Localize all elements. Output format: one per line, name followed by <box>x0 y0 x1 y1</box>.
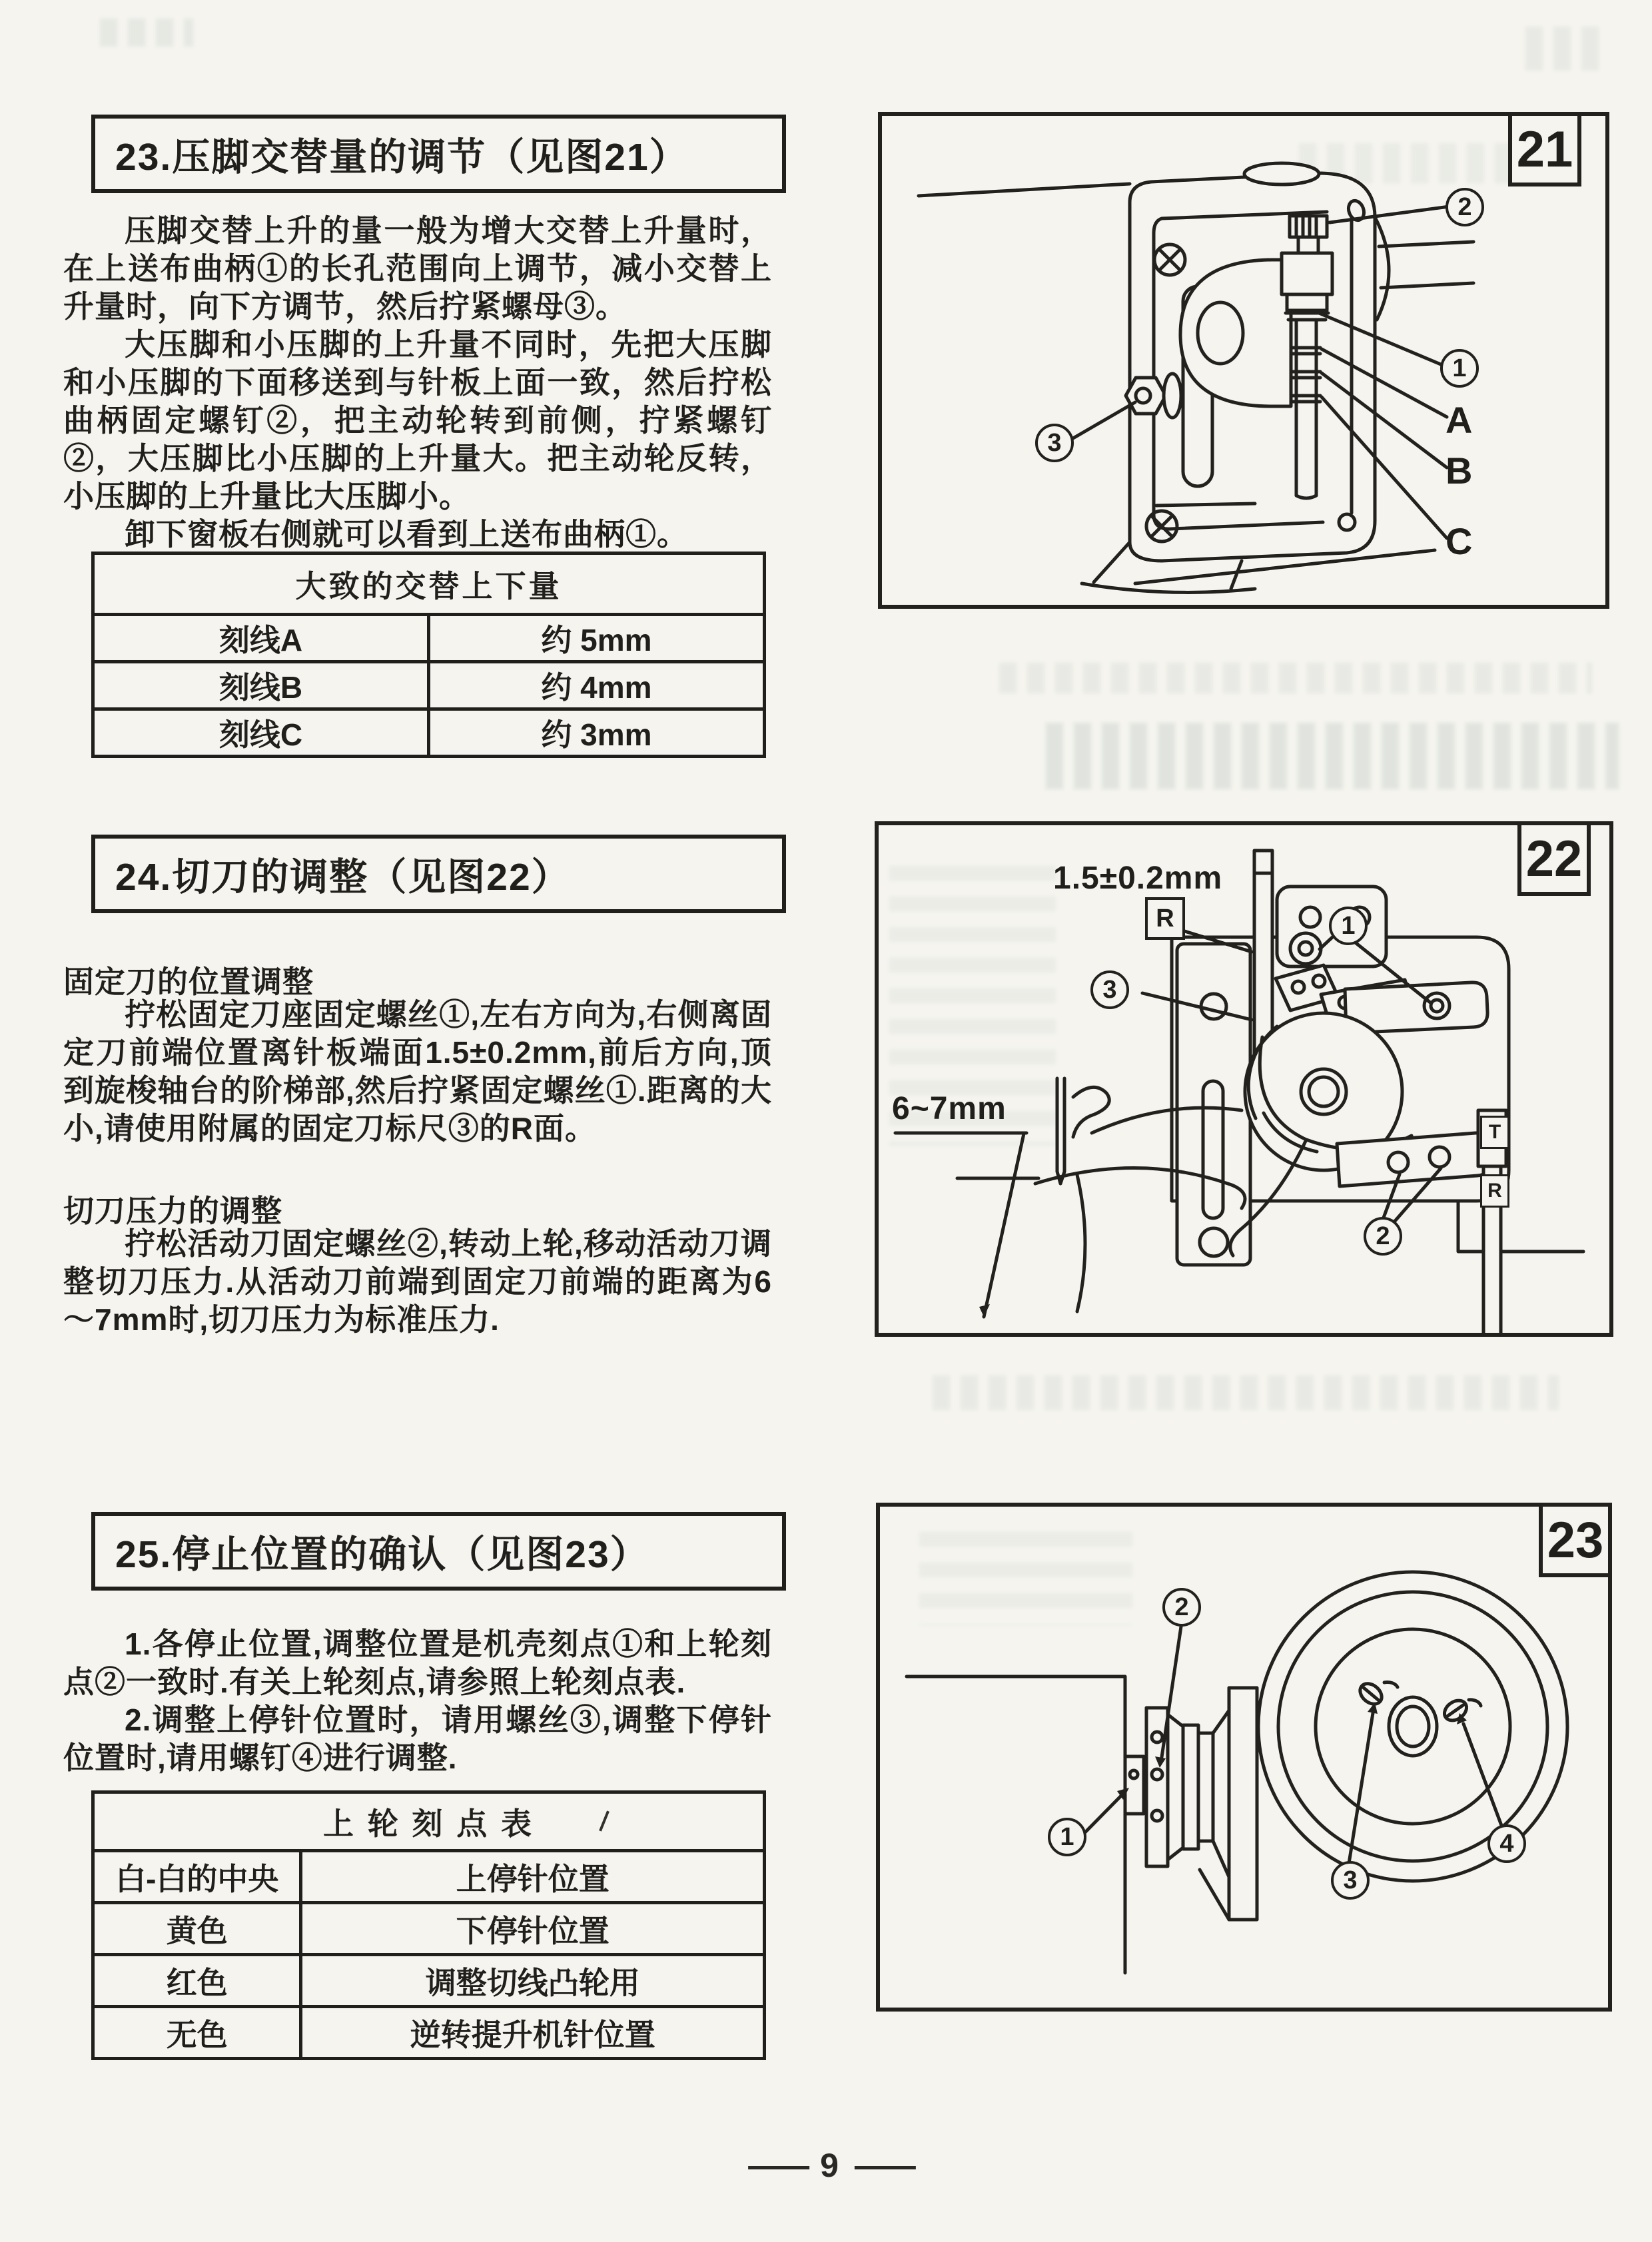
table-row <box>93 1851 765 1903</box>
footer-dash: —— <box>748 2147 805 2184</box>
table-row <box>93 1903 765 1955</box>
table-row <box>93 615 765 662</box>
page-footer <box>729 2146 929 2185</box>
fig23-label-2: 2 <box>1162 1588 1201 1627</box>
fig21-label-3: 3 <box>1035 424 1074 462</box>
bleed-through-ghost <box>999 663 1592 693</box>
section-25-title: 25.停止位置的确认（见图23） <box>91 1512 786 1591</box>
fig22-dimension-bottom: 6~7mm <box>892 1091 1007 1126</box>
section-25-body <box>63 1625 772 1777</box>
paragraph: 大压脚和小压脚的上升量不同时，先把大压脚和小压脚的下面移送到与针板上面一致，然后拧松曲柄固定螺钉②，把主动轮转到前侧，拧紧螺钉②，大压脚比小压脚的上升量大。把主动轮反转，小压脚的上升量比大压脚小。 <box>63 327 772 514</box>
fig21-mark-c: C <box>1446 520 1473 562</box>
fig21-mark-a: A <box>1446 399 1473 441</box>
fig23-label-3: 3 <box>1331 1861 1370 1900</box>
fig22-r-mark: R <box>1145 897 1185 940</box>
page-number: 9 <box>820 2147 839 2184</box>
figure-23 <box>876 1503 1612 2012</box>
fig23-label-1: 1 <box>1048 1818 1086 1856</box>
section-23-title: 23.压脚交替量的调节（见图21） <box>91 115 786 193</box>
fig22-dimension-top: 1.5±0.2mm <box>1053 861 1223 896</box>
figure-21 <box>878 112 1609 609</box>
alternating-lift-table <box>91 552 766 758</box>
fig22-gauge-t: T <box>1480 1116 1509 1149</box>
table-cell: 上停针位置 <box>301 1851 765 1903</box>
table-header: 上 轮 刻 点 表 <box>93 1792 765 1851</box>
table-cell: 白-白的中央 <box>93 1851 301 1903</box>
figure-number: 23 <box>1539 1503 1612 1577</box>
figure-22 <box>875 821 1613 1337</box>
section-24-body-2 <box>63 1225 772 1339</box>
table-cell: 黄色 <box>93 1903 301 1955</box>
paragraph: 2.调整上停针位置时，请用螺丝③,调整下停针位置时,请用螺钉④进行调整. <box>63 1702 772 1775</box>
table-cell: 刻线C <box>93 709 429 757</box>
table-cell: 刻线A <box>93 615 429 662</box>
figure-number: 21 <box>1508 112 1581 187</box>
paragraph: 拧松活动刀固定螺丝②,转动上轮,移动活动刀调整切刀压力.从活动刀前端到固定刀前端的距离为6～7mm时,切刀压力为标准压力. <box>63 1226 772 1337</box>
table-row <box>93 1955 765 2007</box>
bleed-through-ghost <box>1046 723 1619 789</box>
fig22-gauge-r: R <box>1480 1174 1509 1208</box>
table-header: 大致的交替上下量 <box>93 554 765 615</box>
table-cell: 红色 <box>93 1955 301 2007</box>
table-cell: 约 4mm <box>429 662 765 709</box>
subsection-heading: 切刀压力的调整 <box>63 1194 282 1228</box>
bleed-through-ghost <box>1525 27 1605 71</box>
footer-dash: —— <box>854 2147 911 2184</box>
figure-number: 22 <box>1517 821 1591 896</box>
section-23-body <box>63 212 772 554</box>
fig21-label-1: 1 <box>1440 349 1479 388</box>
table-cell: 下停针位置 <box>301 1903 765 1955</box>
table-cell: 约 5mm <box>429 615 765 662</box>
fig23-label-4: 4 <box>1487 1824 1526 1863</box>
figure-23-drawing <box>880 1507 1608 2008</box>
table-row <box>93 662 765 709</box>
fig22-label-3: 3 <box>1090 970 1129 1009</box>
table-cell: 调整切线凸轮用 <box>301 1955 765 2007</box>
paragraph: 1.各停止位置,调整位置是机壳刻点①和上轮刻点②一致时.有关上轮刻点,请参照上轮刻点表. <box>63 1627 772 1699</box>
table-cell: 逆转提升机针位置 <box>301 2007 765 2059</box>
figure-21-drawing <box>882 116 1605 605</box>
table-cell: 刻线B <box>93 662 429 709</box>
paragraph: 卸下窗板右侧就可以看到上送布曲柄①。 <box>125 517 688 552</box>
paragraph: 压脚交替上升的量一般为增大交替上升量时，在上送布曲柄①的长孔范围向上调节，减小交替上升量时，向下方调节，然后拧紧螺母③。 <box>63 213 772 324</box>
bleed-through-ghost <box>933 1375 1559 1410</box>
bleed-through-ghost <box>100 19 193 47</box>
subsection-heading: 固定刀的位置调整 <box>63 964 314 999</box>
section-24-body-1 <box>63 996 772 1148</box>
paragraph: 拧松固定刀座固定螺丝①,左右方向为,右侧离固定刀前端位置离针板端面1.5±0.2mm,前后方向,顶到旋梭轴台的阶梯部,然后拧紧固定螺丝①.距离的大小,请使用附属的固定刀标尺③的R面。 <box>63 997 772 1146</box>
table-cell: 无色 <box>93 2007 301 2059</box>
fig22-label-1: 1 <box>1329 907 1368 945</box>
handwheel-mark-table <box>91 1790 766 2060</box>
figure-22-drawing <box>879 825 1609 1333</box>
table-cell: 约 3mm <box>429 709 765 757</box>
fig21-mark-b: B <box>1446 450 1473 492</box>
table-row <box>93 709 765 757</box>
section-24-title: 24.切刀的调整（见图22） <box>91 835 786 913</box>
table-row <box>93 2007 765 2059</box>
fig21-label-2: 2 <box>1446 188 1484 226</box>
fig22-label-2: 2 <box>1364 1217 1402 1256</box>
